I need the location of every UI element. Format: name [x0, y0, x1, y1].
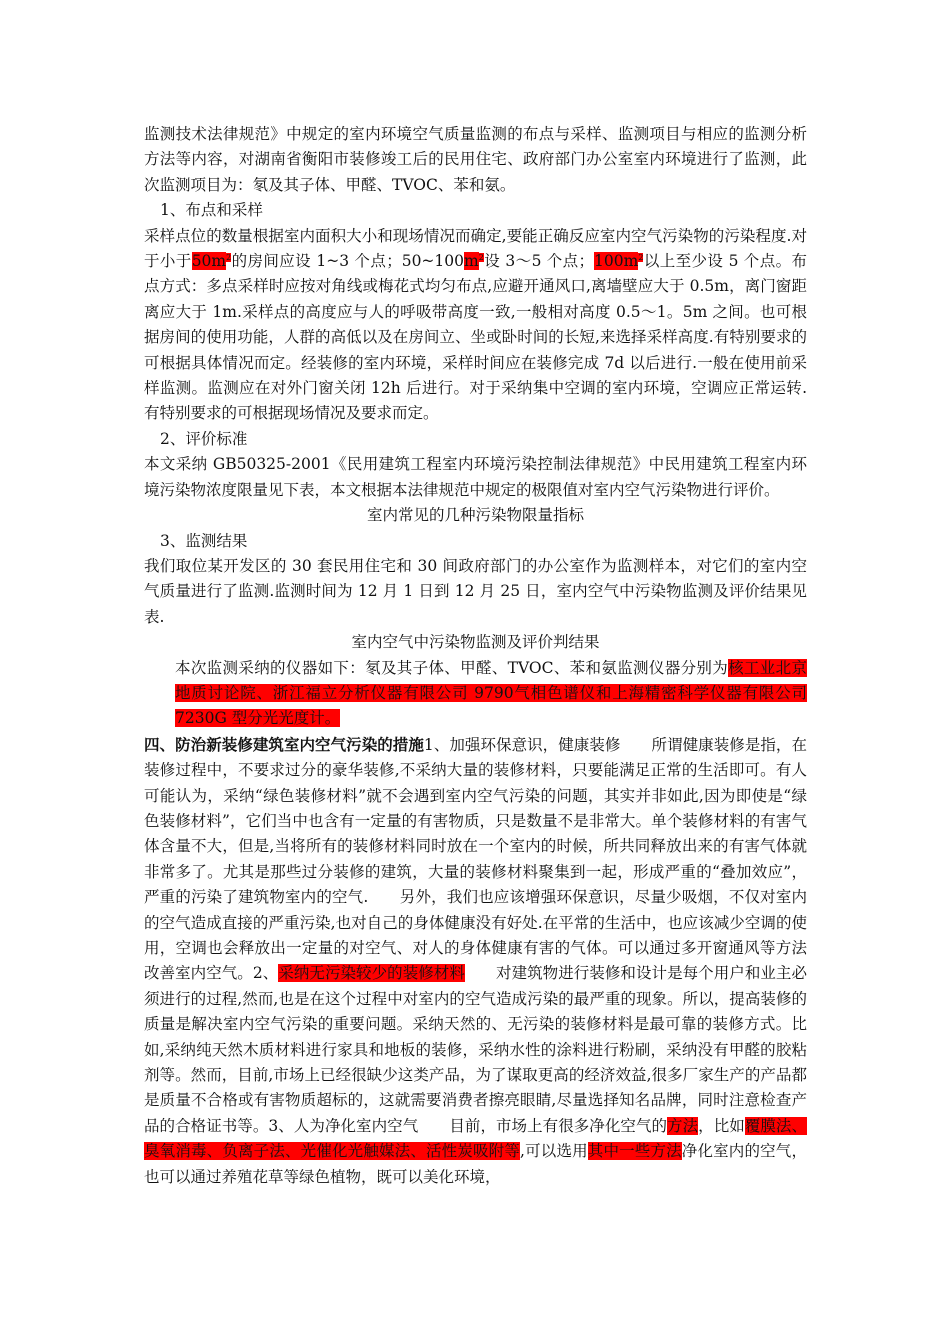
paragraph-intro: 监测技术法律规范》中规定的室内环境空气质量监测的布点与采样、监测项目与相应的监测分析方法等内容，对湖南省衡阳市装修竣工后的民用住宅、政府部门办公室室内环境进行了监测，此次监测项目为：氡及其子体、甲醛、TVOC、苯和氨。 — [144, 125, 807, 194]
paragraph-measures-text-b: 对建筑物进行装修和设计是每个用户和业主必须进行的过程,然而,也是在这个过程中对室内的空气造成污染的最严重的现象。所以，提高装修的质量是解决室内空气污染的重要问题。采纳天然的、无污染的装修材料是最可靠的装修方式。比如,采纳纯天然木质材料进行家具和地板的装修，采纳水性的涂料进行粉刷，采纳没有甲醛的胶粘剂等。然而，目前,市场上已经很缺少这类产品，为了谋取更高的经济效益,很多厂家生产的产品都是质量不合格或有害物质超标的，这就需要消费者擦亮眼睛,尽量选择知名品牌，同时注意检查产品的合格证书等。3、人为净化室内空气 目前，市场上有很多净化空气的 — [144, 964, 807, 1135]
paragraph-sampling-text-c: 设 3～5 个点； — [483, 252, 595, 271]
highlight-100m: 100m — [594, 252, 639, 271]
superscript-2: 2 — [478, 252, 484, 262]
paragraph-standard: 本文采纳 GB50325-2001《民用建筑工程室内环境污染控制法律规范》中民用建筑工程室内环境污染物浓度限量见下表，本文根据本法律规范中规定的极限值对室内空气污染物进行评价。 — [144, 455, 807, 499]
paragraph-measures-text-c: ，比如 — [698, 1116, 745, 1135]
paragraph-measures — [144, 732, 807, 1190]
highlight-methods: 方法 — [667, 1116, 699, 1135]
table-caption-results: 室内空气中污染物监测及评价判结果 — [351, 633, 600, 652]
paragraph-instruments-text: 本次监测采纳的仪器如下：氡及其子体、甲醛、TVOC、苯和氨监测仪器分别为 — [175, 658, 729, 677]
highlight-some-methods: 其中一些方法 — [587, 1142, 682, 1161]
table-caption-limits: 室内常见的几种污染物限量指标 — [366, 506, 584, 525]
paragraph-results: 我们取位某开发区的 30 套民用住宅和 30 间政府部门的办公室作为监测样本，对它们的室内空气质量进行了监测.监测时间为 12 月 1 日到 12 月 25 日，室内空气中污染物监测及评价结果见表. — [144, 556, 807, 626]
highlight-m: m — [464, 252, 479, 271]
paragraph-sampling — [144, 224, 807, 427]
paragraph-measures-text-a: 1、加强环保意识，健康装修 所谓健康装修是指，在装修过程中，不要求过分的豪华装修,不采纳大量的装修材料，只要能满足正常的生活即可。有人可能认为，采纳“绿色装修材料”就不会遇到室内空气污染的问题，其实并非如此,因为即使是“绿色装修材料”，它们当中也含有一定量的有害物质，只是数量不是非常大。单个装修材料的有害气体含量不大，但是,当将所有的装修材料同时放在一个室内的时候，所共同释放出来的有害气体就非常多了。尤其是那些过分装修的建筑，大量的装修材料聚集到一起，形成严重的“叠加效应”，严重的污染了建筑物室内的空气. 另外，我们也应该增强环保意识，尽量少吸烟，不仅对室内的空气造成直接的严重污染,也对自己的身体健康没有好处.在平常的生活中，也应该减少空调的使用，空调也会释放出一定量的对空气、对人的身体健康有害的气体。可以通过多开窗通风等方法改善室内空气。2、 — [144, 735, 807, 983]
paragraph-sampling-text-b: 的房间应设 1~3 个点；50~100 — [231, 252, 465, 271]
highlight-instrument-models: 气相色谱仪和上海精密科学仪器有限公司 7230G 型分光光度计。 — [175, 683, 807, 728]
paragraph-sampling-text-d: 以上至少设 5 个点。布点方式：多点采样时应按对角线或梅花式均匀布点,应避开通风口,离墙壁应大于 0.5m，离门窗距离应大于 1m.采样点的高度应与人的呼吸带高度一致,一般相对高度 0.5～1。5m 之间。也可根据房间的使用功能，人群的高低以及在房间立、坐或卧时间的长短,来选择采样高度.有特别要求的可根据具体情况而定。经装修的室内环境，采样时间应在装修完成 7d 以后进行.一般在使用前采样监测。监测应在对外门窗关闭 12h 后进行。对于采纳集中空调的室内环境，空调应正常运转.有特别要求的可根据现场情况及要求而定。 — [144, 252, 807, 423]
paragraph-measures-text-d: ,可以选用 — [520, 1142, 588, 1161]
heading-sampling: 1、布点和采样 — [160, 201, 263, 220]
paragraph-sampling-text-a: 采样点位的数量根据室内面积大小和现场情况而确定,要能正确反应室内空气污染物的污染程度.对于小于 — [144, 226, 807, 271]
document-body — [144, 122, 807, 1190]
superscript-2: 2 — [638, 252, 644, 262]
paragraph-instruments — [144, 656, 807, 732]
section-title-measures: 四、防治新装修建筑室内空气污染的措施 — [144, 734, 424, 754]
heading-results: 3、监测结果 — [160, 531, 248, 550]
heading-standard: 2、评价标准 — [160, 429, 248, 448]
highlight-purification-methods: 覆膜法、臭氧消毒、负离子法、光催化光触媒法、活性炭吸附等 — [144, 1116, 807, 1161]
highlight-low-pollution-materials: 采纳无污染较少的装修材料 — [278, 964, 465, 983]
superscript-2: 2 — [226, 252, 232, 262]
highlight-instrument-makers: 核工业北京地质讨论院、浙江福立分析仪器有限公司 9790 — [175, 658, 807, 702]
paragraph-measures-text-e: 净化室内的空气，也可以通过养殖花草等绿色植物，既可以美化环境， — [144, 1142, 807, 1186]
highlight-50m: 50m — [191, 252, 227, 271]
